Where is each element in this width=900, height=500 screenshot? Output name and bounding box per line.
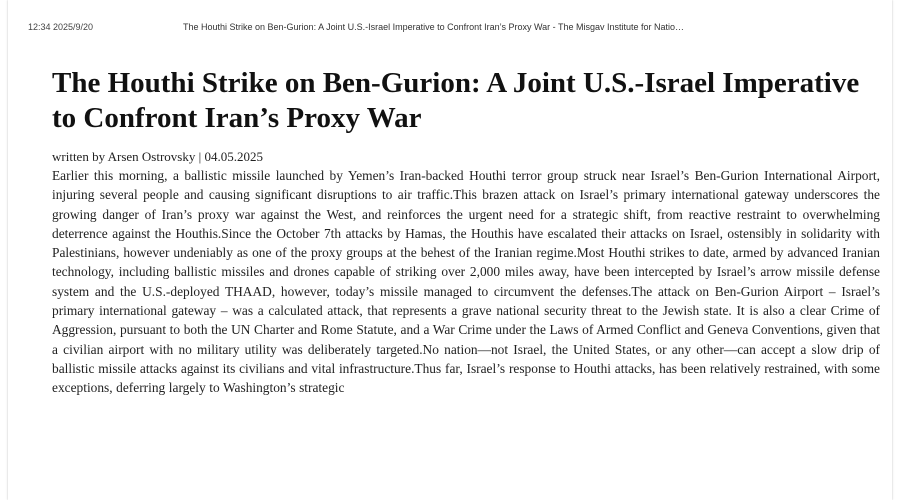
print-timestamp: 12:34 2025/9/20 — [28, 22, 94, 32]
article — [52, 66, 880, 398]
print-page-title: The Houthi Strike on Ben-Gurion: A Joint U.S.-Israel Imperative to Confront Iran’s Proxy War - The Misgav Institute for Natio… — [183, 22, 685, 32]
printed-page — [8, 0, 892, 500]
article-body: Earlier this morning, a ballistic missile launched by Yemen’s Iran-backed Houthi terror group struck near Israel’s Ben-Gurion International Airport, injuring several people and causing significant disruptions to air traffic.This brazen attack on Israel’s primary international gateway underscores the growing danger of Iran’s proxy war against the West, and reinforces the urgent need for a strategic shift, from reactive restraint to overwhelming deterrence against the Houthis.Since the October 7th attacks by Hamas, the Houthis have escalated their attacks on Israel, ostensibly in solidarity with Palestinians, however undeniably as one of the proxy groups at the behest of the Iranian regime.Most Houthi strikes to date, armed by advanced Iranian technology, including ballistic missiles and drones capable of striking over 2,000 miles away, have been intercepted by Israel’s arrow missile defense system and the U.S.-deployed THAAD, however, today’s missile managed to circumvent the defenses.The attack on Ben-Gurion Airport – Israel’s primary international gateway – was a calculated attack, that represents a grave national security threat to the Jewish state. It is also a clear Crime of Aggression, pursuant to both the UN Charter and Rome Statute, and a War Crime under the Laws of Armed Conflict and Geneva Conventions, given that a civilian airport with no military utility was deliberately targeted.No nation—not Israel, the United States, or any other—can accept a slow drip of ballistic missile attacks against its civilians and vital infrastructure.Thus far, Israel’s response to Houthi attacks, has been relatively restrained, with some exceptions, deferring largely to Washington’s strategic — [52, 168, 880, 396]
article-byline: written by Arsen Ostrovsky | 04.05.2025 — [52, 149, 263, 164]
article-title: The Houthi Strike on Ben-Gurion: A Joint U.S.-Israel Imperative to Confront Iran’s Proxy War — [52, 67, 860, 134]
print-header — [28, 22, 888, 32]
